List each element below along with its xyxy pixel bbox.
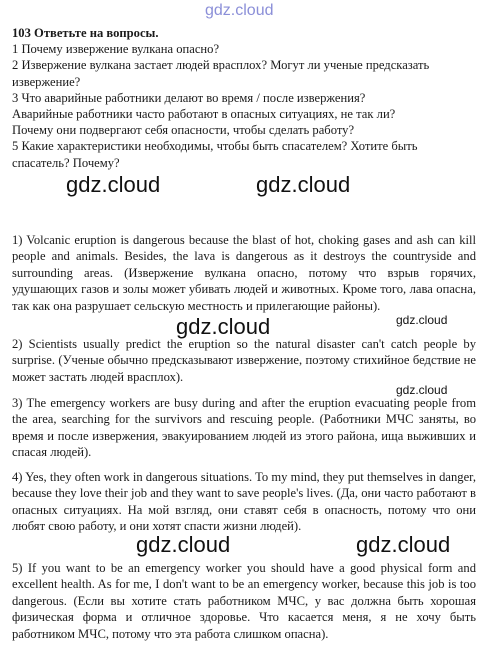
answer-paragraph-5: 5) If you want to be an emergency worker you should have a good physical form and excellent health. As for me, I don't want to be an emergency worker, because this job is too dangerous. (Если вы хотите стать работником МЧС, у вас должна быть хорошая физическая форма и отличное здоровье. Что касается меня, я не хочу быть работником МЧС, потому что эта работа слишком опасна). bbox=[12, 561, 476, 641]
watermark: gdz.cloud bbox=[136, 532, 231, 557]
watermark: gdz.cloud bbox=[396, 313, 448, 327]
watermark: gdz.cloud bbox=[176, 314, 271, 339]
question-line: Почему они подвергают себя опасности, чтобы сделать работу? bbox=[12, 123, 355, 138]
exercise-title: 103 Ответьте на вопросы. bbox=[12, 26, 159, 40]
question-line: извержение? bbox=[12, 74, 81, 89]
answer-paragraph-3: 3) The emergency workers are busy during and after the eruption evacuating people from the area, searching for the survivors and rescuing people. (Работники МЧС заняты, во время и после извержения, эвакуированием людей из этого района, ища выживших и спасая людей). bbox=[12, 396, 476, 460]
question-line: 5 Какие характеристики необходимы, чтобы быть спасателем? Хотите быть bbox=[12, 139, 418, 154]
watermark: gdz.cloud bbox=[66, 172, 161, 197]
answer-paragraph-1: 1) Volcanic eruption is dangerous because the blast of hot, choking gases and ash can kill people and animals. Besides, the lava is dangerous as it destroys the countryside and surrounding areas. (Извержение вулкана опасно, потому что взрыв горячих, удушающих газов и золы может убивать людей и животных. Кроме того, лава опасна, так как она разрушает сельскую местность и прилегающие районы). bbox=[12, 233, 476, 313]
question-line: 2 Извержение вулкана застает людей врасплох? Могут ли ученые предсказать bbox=[12, 58, 430, 73]
answer-paragraph-2: 2) Scientists usually predict the eruption so the natural disaster can't catch people by surprise. (Ученые обычно предсказывают извержение, поэтому стихийное бедствие не может застать людей врасплох). bbox=[12, 337, 476, 384]
questions-block bbox=[12, 25, 482, 171]
watermark-top: gdz.cloud bbox=[205, 2, 274, 19]
watermark: gdz.cloud bbox=[256, 172, 351, 197]
question-line: Аварийные работники часто работают в опасных ситуациях, не так ли? bbox=[12, 107, 396, 122]
question-line: 1 Почему извержение вулкана опасно? bbox=[12, 42, 220, 57]
question-line: 3 Что аварийные работники делают во время / после извержения? bbox=[12, 90, 366, 105]
watermark: gdz.cloud bbox=[396, 383, 448, 397]
answer-paragraph-4: 4) Yes, they often work in dangerous situations. To my mind, they put themselves in danger, because they love their job and they want to save people's lives. (Да, они часто работают в опасных ситуациях. На мой взгляд, они ставят себя в опасность, потому что они любят свою работу, и они хотят спасти жизни людей). bbox=[12, 470, 476, 534]
watermark: gdz.cloud bbox=[356, 532, 451, 557]
question-line: спасатель? Почему? bbox=[12, 155, 120, 170]
